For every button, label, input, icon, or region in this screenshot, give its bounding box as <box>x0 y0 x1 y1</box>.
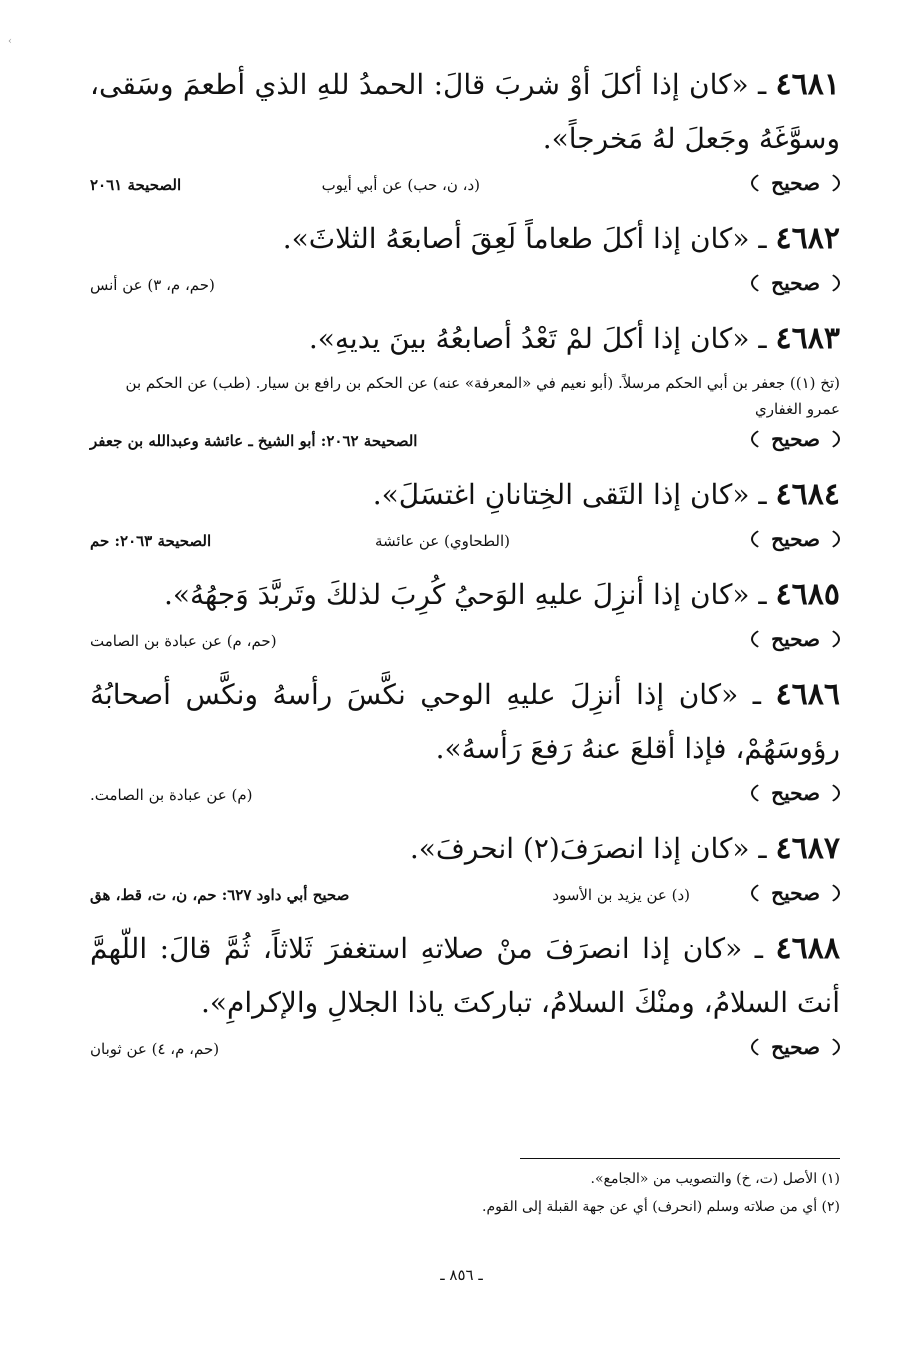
source-citation: (حم، م، ٣) عن أنس <box>90 276 215 294</box>
hadith-body: «كان إذا أنزِلَ عليهِ الوحي نكَّسَ رأسهُ ونكَّس أصحابُهُ رؤوسَهُمْ، فإذا أقلعَ عنهُ رَفعَ رَأسهُ». <box>90 678 840 765</box>
hadith-number: ٤٦٨٧ <box>775 831 840 866</box>
hadith-meta <box>90 166 840 212</box>
hadith-4687 <box>90 822 840 922</box>
hadith-meta <box>90 1030 840 1076</box>
hadith-4683 <box>90 312 840 468</box>
hadith-text: ٤٦٨٥ ـ «كان إذا أنزِلَ عليهِ الوَحيُ كُرِبَ لذلكَ وتَربَّدَ وَجهُهُ». <box>163 577 840 612</box>
footnote-2: (٢) أي من صلاته وسلم (انحرف) أي عن جهة القبلة إلى القوم. <box>482 1199 840 1215</box>
hadith-text: ٤٦٨١ ـ «كان إذا أكلَ أوْ شربَ قالَ: الحمدُ للهِ الذي أطعمَ وسَقى، وسوَّغَهُ وجَعلَ لهُ مَخرجاً». <box>90 67 840 155</box>
hadith-body: «كان إذا أكلَ لمْ تَعْدُ أصابعُهُ بينَ يديهِ». <box>308 322 750 355</box>
source-citation: (حم، م) عن عبادة بن الصامت <box>90 632 277 650</box>
hadith-note: (تخ (١)) جعفر بن أبي الحكم مرسلاً. (أبو نعيم في «المعرفة» عنه) عن الحكم بن رافع بن سيار. (طب) عن الحكم بن عمرو الغفاري <box>125 374 840 418</box>
reference: الصحيحة ٢٠٦٢: أبو الشيخ ـ عائشة وعبدالله بن جعفر <box>90 432 418 450</box>
footnotes <box>90 1158 840 1221</box>
grade-badge: صحيح <box>751 424 840 454</box>
hadith-number: ٤٦٨٥ <box>775 577 840 612</box>
source-citation: (حم، م، ٤) عن ثوبان <box>90 1040 220 1058</box>
hadith-4682 <box>90 212 840 312</box>
source-citation: (الطحاوي) عن عائشة <box>374 532 510 550</box>
hadith-body: «كان إذا انصرَفَ(٢) انحرفَ». <box>409 832 750 865</box>
page-number: ـ ٨٥٦ ـ <box>440 1266 483 1284</box>
grade-badge: صحيح <box>751 1032 840 1062</box>
hadith-4681 <box>90 58 840 212</box>
hadith-number: ٤٦٨٣ <box>775 321 840 356</box>
hadith-meta <box>90 776 840 822</box>
hadith-text: ٤٦٨٤ ـ «كان إذا التَقى الخِتانانِ اغتسَلَ». <box>372 477 840 512</box>
grade-badge: صحيح <box>751 778 840 808</box>
hadith-body: «كان إذا أكلَ طعاماً لَعِقَ أصابعَهُ الثلاثَ». <box>282 222 750 255</box>
grade-badge: صحيح <box>751 878 840 908</box>
hadith-meta <box>90 266 840 312</box>
hadith-body: «كان إذا التَقى الخِتانانِ اغتسَلَ». <box>372 478 750 511</box>
hadith-number: ٤٦٨٨ <box>775 931 840 966</box>
hadith-4686 <box>90 668 840 822</box>
hadith-4688 <box>90 922 840 1076</box>
grade-badge: صحيح <box>751 524 840 554</box>
reference: الصحيحة ٢٠٦١ <box>90 176 182 194</box>
hadith-number: ٤٦٨٤ <box>775 477 840 512</box>
hadith-meta <box>90 522 840 568</box>
hadith-body: «كان إذا انصرَفَ منْ صلاتهِ استغفرَ ثَلاثاً، ثُمَّ قالَ: اللّهمَّ أنتَ السلامُ، ومنْكَ السلامُ، تباركتَ ياذا الجلالِ والإكرامِ». <box>90 932 840 1019</box>
hadith-meta <box>90 622 840 668</box>
hadith-text: ٤٦٨٧ ـ «كان إذا انصرَفَ(٢) انحرفَ». <box>409 831 840 866</box>
hadith-body: «كان إذا أنزِلَ عليهِ الوَحيُ كُرِبَ لذلكَ وتَربَّدَ وَجهُهُ». <box>163 578 750 611</box>
source-citation: (م) عن عبادة بن الصامت. <box>90 786 253 804</box>
reference: الصحيحة ٢٠٦٣: حم <box>90 532 212 550</box>
source-citation: (د) عن يزيد بن الأسود <box>552 886 690 904</box>
hadith-text: ٤٦٨٣ ـ «كان إذا أكلَ لمْ تَعْدُ أصابعُهُ بينَ يديهِ». <box>308 321 840 356</box>
hadith-body: «كان إذا أكلَ أوْ شربَ قالَ: الحمدُ للهِ الذي أطعمَ وسَقى، وسوَّغَهُ وجَعلَ لهُ مَخرجاً». <box>90 68 840 155</box>
footnote-1: (١) الأصل (ت، خ) والتصويب من «الجامع». <box>590 1171 840 1187</box>
page-body <box>90 58 840 1076</box>
footnote-rule <box>520 1158 840 1159</box>
hadith-number: ٤٦٨٢ <box>775 221 840 256</box>
corner-mark: ‹ <box>8 36 12 47</box>
hadith-number: ٤٦٨١ <box>775 67 840 102</box>
hadith-4685 <box>90 568 840 668</box>
hadith-number: ٤٦٨٦ <box>775 677 840 712</box>
hadith-text: ٤٦٨٢ ـ «كان إذا أكلَ طعاماً لَعِقَ أصابعَهُ الثلاثَ». <box>282 221 840 256</box>
hadith-4684 <box>90 468 840 568</box>
hadith-text: ٤٦٨٦ ـ «كان إذا أنزِلَ عليهِ الوحي نكَّسَ رأسهُ ونكَّس أصحابُهُ رؤوسَهُمْ، فإذا أقلعَ عنهُ رَفعَ رَأسهُ». <box>90 677 840 765</box>
grade-badge: صحيح <box>751 268 840 298</box>
source-citation: (د، ن، حب) عن أبي أيوب <box>321 176 480 194</box>
grade-badge: صحيح <box>751 168 840 198</box>
reference: صحيح أبي داود ٦٢٧: حم، ن، ت، قط، هق <box>90 886 350 904</box>
grade-badge: صحيح <box>751 624 840 654</box>
hadith-text: ٤٦٨٨ ـ «كان إذا انصرَفَ منْ صلاتهِ استغفرَ ثَلاثاً، ثُمَّ قالَ: اللّهمَّ أنتَ السلامُ، ومنْكَ السلامُ، تباركتَ ياذا الجلالِ والإكرامِ». <box>90 931 840 1019</box>
hadith-meta <box>90 422 840 468</box>
hadith-meta <box>90 876 840 922</box>
